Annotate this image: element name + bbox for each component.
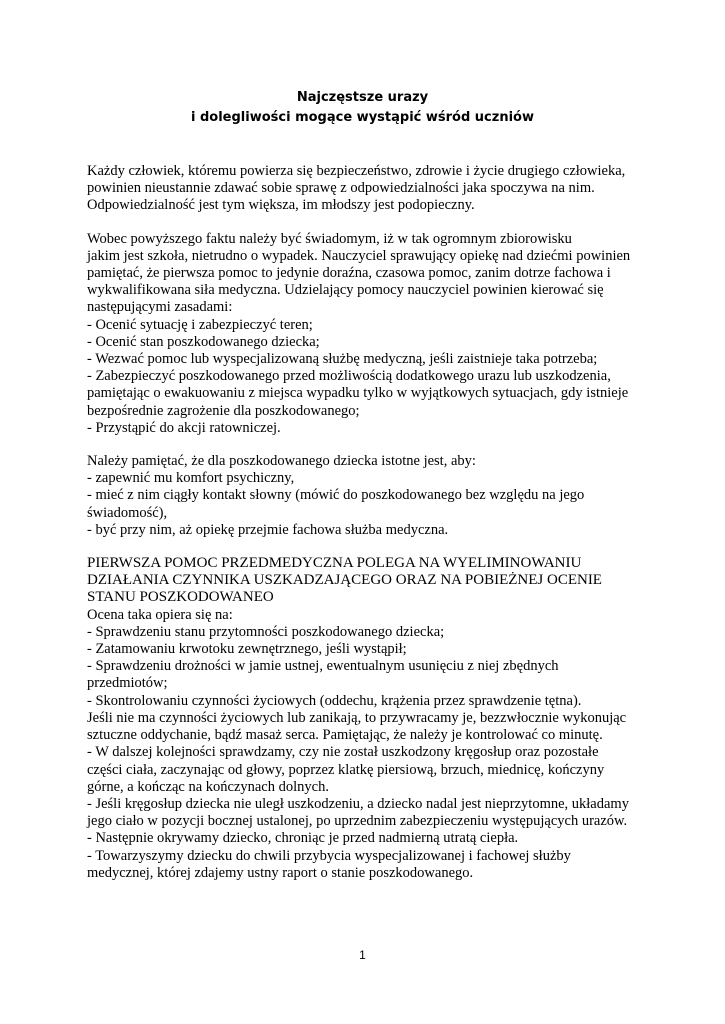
text-line: Odpowiedzialność jest tym większa, im młodszy jest podopieczny. [87,197,475,214]
text-line: Wobec powyższego faktu należy być świadomym, iż w tak ogromnym zbiorowisku [87,230,572,247]
list-item: - Ocenić sytuację i zabezpieczyć teren; [87,316,313,333]
list-item: - W dalszej kolejności sprawdzamy, czy nie został uszkodzony kręgosłup oraz pozostałe [87,744,599,761]
list-item: - Wezwać pomoc lub wyspecjalizowaną służbę medyczną, jeśli zaistnieje taka potrzeba; [87,351,598,368]
text-line: przedmiotów; [87,675,168,692]
text-line: Należy pamiętać, że dla poszkodowanego dziecka istotne jest, aby: [87,453,476,470]
list-item: - być przy nim, aż opiekę przejmie fachowa służba medyczna. [87,521,449,538]
list-item: - zapewnić mu komfort psychiczny, [87,470,295,487]
list-item: - Zabezpieczyć poszkodowanego przed możliwością dodatkowego urazu lub uszkodzenia, [87,368,611,385]
list-item: - Sprawdzeniu drożności w jamie ustnej, ewentualnym usunięciu z niej zbędnych [87,658,559,675]
text-line: wykwalifikowana siła medyczna. Udzielający pomocy nauczyciel powinien kierować się [87,282,604,299]
text-line: części ciała, zaczynając od głowy, poprzez klatkę piersiową, brzuch, miednicę, kończyny [87,761,605,778]
text-line: jego ciało w pozycji bocznej ustalonej, po uprzednim zabezpieczeniu występujących urazów. [87,813,628,830]
text-line: bezpośrednie zagrożenie dla poszkodowanego; [87,402,360,419]
list-item: - Towarzyszymy dziecku do chwili przybycia wyspecjalizowanej i fachowej służby [87,847,571,864]
text-line: świadomość), [87,504,168,521]
text-line: Jeśli nie ma czynności życiowych lub zanikają, to przywracamy je, bezzwłocznie wykonując [87,709,627,726]
document-title-line-1: Najczęstsze urazy [296,90,429,105]
list-item: - Przystąpić do akcji ratowniczej. [87,419,281,436]
list-item: - Sprawdzeniu stanu przytomności poszkodowanego dziecka; [87,623,445,640]
list-item: - mieć z nim ciągły kontakt słowny (mówić do poszkodowanego bez względu na jego [87,487,585,504]
text-line: następującymi zasadami: [87,299,233,316]
list-item: - Zatamowaniu krwotoku zewnętrznego, jeśli wystąpił; [87,641,407,658]
list-item: - Jeśli kręgosłup dziecka nie uległ uszkodzeniu, a dziecko nadal jest nieprzytomne, układamy [87,795,629,812]
text-line: jakim jest szkoła, nietrudno o wypadek. Nauczyciel sprawujący opiekę nad dziećmi powinien [87,247,631,264]
text-line: Ocena taka opiera się na: [87,606,233,623]
text-line: Każdy człowiek, któremu powierza się bezpieczeństwo, zdrowie i życie drugiego człowieka, [87,163,626,179]
heading-line: STANU POSZKODOWANEO [87,589,274,606]
list-item: - Następnie okrywamy dziecko, chroniąc je przed nadmierną utratą ciepła. [87,830,519,847]
text-line: powinien nieustannie zdawać sobie sprawę z odpowiedzialności jaka spoczywa na nim. [87,180,595,197]
heading-line: DZIAŁANIA CZYNNIKA USZKADZAJĄCEGO ORAZ NA POBIEŻNEJ OCENIE [87,572,602,589]
section-heading [87,555,647,607]
text-line: sztuczne oddychanie, bądź masaż serca. Pamiętając, że należy je kontrolować co minutę. [87,727,603,744]
page-number: 1 [359,948,366,962]
text-line: pamiętając o ewakuowaniu z miejsca wypadku tylko w wyjątkowych sytuacjach, gdy istnieje [87,385,629,402]
document-title-line-2: i dolegliwości mogące wystąpić wśród uczniów [191,110,534,125]
list-item: - Skontrolowaniu czynności życiowych (oddechu, krążenia przez sprawdzenie tętna). [87,692,582,709]
principles-paragraph [87,231,647,437]
heading-line: PIERWSZA POMOC PRZEDMEDYCZNA POLEGA NA WYELIMINOWANIU [87,555,582,572]
document-body [87,163,647,898]
child-needs-paragraph [87,453,647,539]
list-item: - Ocenić stan poszkodowanego dziecka; [87,333,320,350]
text-line: górne, a kończąc na kończynach dolnych. [87,778,329,795]
intro-paragraph [87,163,647,215]
text-line: pamiętać, że pierwsza pomoc to jedynie doraźna, czasowa pomoc, zanim dotrze fachowa i [87,265,611,282]
assessment-paragraph [87,607,647,882]
text-line: medycznej, której zdajemy ustny raport o stanie poszkodowanego. [87,864,474,881]
